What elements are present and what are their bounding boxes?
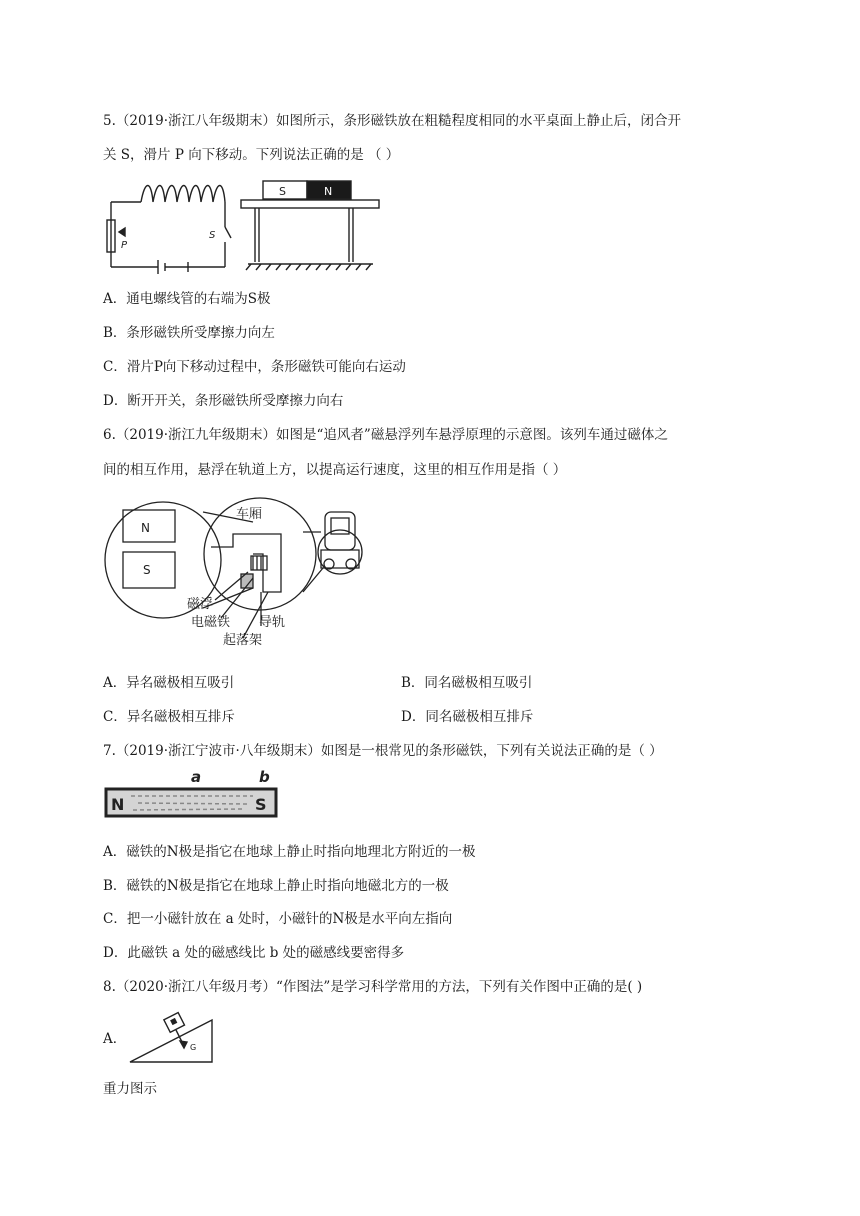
q6-s-pole-label: S	[143, 563, 151, 577]
q5-option-d: D．断开开关，条形磁铁所受摩擦力向右	[103, 393, 344, 409]
q5-option-c: C．滑片P向下移动过程中，条形磁铁可能向右运动	[103, 359, 406, 375]
q7-option-a: A．磁铁的N极是指它在地球上静止时指向地理北方附近的一极	[103, 844, 476, 860]
q5-stem-line-2: 关 S，滑片 P 向下移动。下列说法正确的是 （ ）	[103, 147, 400, 163]
q7-option-b: B．磁铁的N极是指它在地球上静止时指向地磁北方的一极	[103, 878, 449, 894]
q6-stem-line-1: 6.（2019·浙江九年级期末）如图是“追风者”磁悬浮列车悬浮原理的示意图。该列车通过磁体之	[103, 427, 668, 443]
q5-slider-label: P	[121, 240, 128, 251]
q7-pole-s-label: S	[255, 795, 267, 814]
q6-option-c: C．异名磁极相互排斥	[103, 709, 235, 725]
q6-label-magfloat: 磁浮	[187, 597, 214, 612]
q6-label-electromagnet: 电磁铁	[191, 615, 231, 630]
q6-label-guide-rail: 导轨	[259, 615, 286, 630]
q5-option-b: B．条形磁铁所受摩擦力向左	[103, 325, 275, 341]
q5-stem-line-1: 5.（2019·浙江八年级期末）如图所示，条形磁铁放在粗糙程度相同的水平桌面上静止后，闭合开	[103, 113, 682, 129]
q8-caption: 重力图示	[103, 1081, 157, 1097]
q7-point-a-label: a	[191, 768, 202, 786]
q5-magnet-s-label: S	[279, 185, 286, 198]
q5-option-a: A．通电螺线管的右端为S极	[103, 291, 271, 307]
q6-option-a: A．异名磁极相互吸引	[103, 675, 235, 691]
q8-stem-line-1: 8.（2020·浙江八年级月考）“作图法”是学习科学常用的方法，下列有关作图中正确的是( )	[103, 979, 643, 995]
q8-incline-figure	[124, 1010, 220, 1066]
q6-stem-line-2: 间的相互作用，悬浮在轨道上方，以提高运行速度，这里的相互作用是指（ ）	[103, 462, 567, 478]
q5-magnet-n-label: N	[324, 185, 333, 198]
q6-maglev-figure	[103, 492, 373, 654]
q6-car-body-label: 车厢	[236, 507, 263, 522]
q8-option-a-label: A．	[103, 1031, 127, 1047]
q5-switch-label: S	[209, 230, 216, 241]
q7-bar-magnet-figure	[103, 768, 283, 824]
q7-option-d: D．此磁铁 a 处的磁感线比 b 处的磁感线要密得多	[103, 945, 405, 961]
q7-pole-n-label: N	[111, 795, 125, 814]
q6-option-b: B．同名磁极相互吸引	[401, 675, 533, 691]
q7-stem-line-1: 7.（2019·浙江宁波市·八年级期末）如图是一根常见的条形磁铁，下列有关说法正确的是（ ）	[103, 743, 663, 759]
q8-force-g-label: G	[190, 1043, 197, 1052]
q7-option-c: C．把一小磁针放在 a 处时，小磁针的N极是水平向左指向	[103, 911, 453, 927]
q5-circuit-figure	[103, 172, 383, 274]
q6-option-d: D．同名磁极相互排斥	[401, 709, 534, 725]
q6-label-landing-gear: 起落架	[223, 633, 263, 648]
q7-point-b-label: b	[259, 768, 270, 786]
q6-n-pole-label: N	[141, 521, 150, 535]
